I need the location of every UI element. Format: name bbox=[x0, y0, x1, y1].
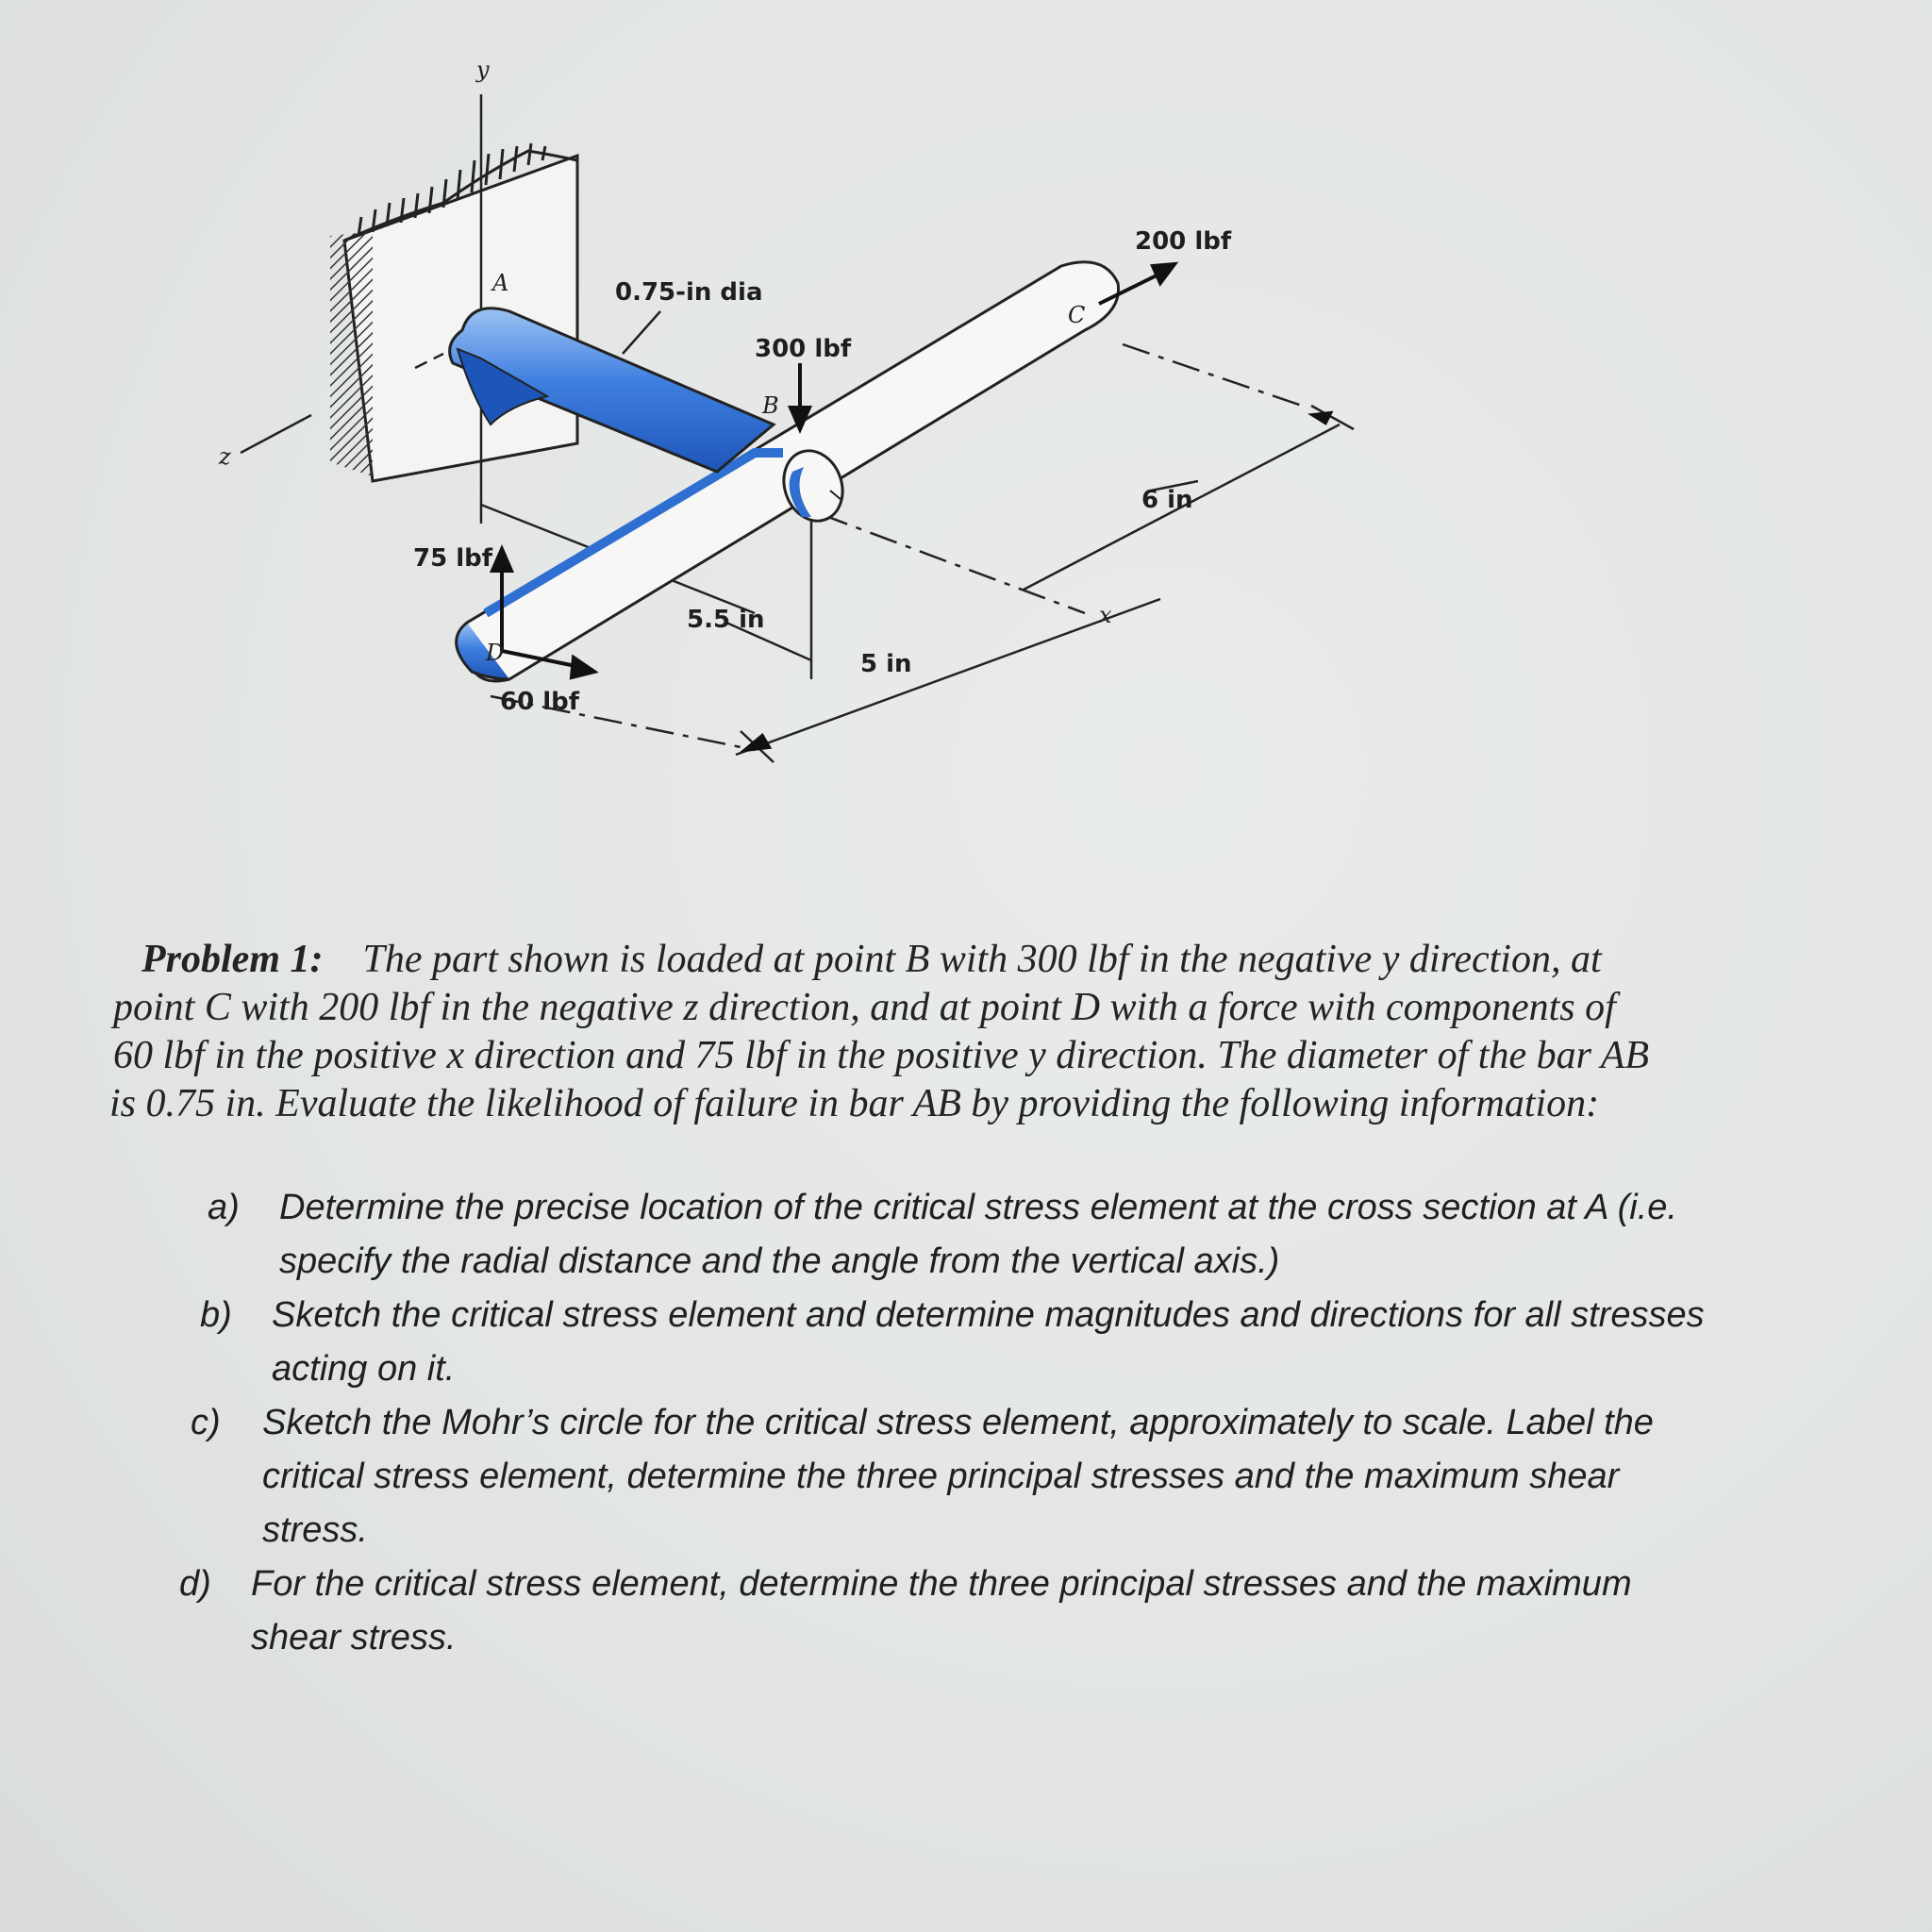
problem-line-2: point C with 200 lbf in the negative z direction, and at point D with a force with components of bbox=[113, 986, 1616, 1029]
label-force-b: 300 lbf bbox=[755, 335, 852, 363]
z-axis-label: z bbox=[219, 443, 231, 470]
question-d: d) For the critical stress element, determine the three principal stresses and the maximum shear stress. bbox=[179, 1557, 1896, 1665]
problem-line-1: Problem 1: The part shown is loaded at point B with 300 lbf in the negative y direction, at bbox=[142, 938, 1602, 981]
question-list bbox=[179, 1181, 1896, 1665]
label-point-b: B bbox=[762, 392, 779, 419]
label-force-c: 200 lbf bbox=[1135, 227, 1232, 256]
label-dim-5: 5 in bbox=[860, 650, 912, 678]
label-diameter: 0.75-in dia bbox=[615, 278, 763, 307]
problem-statement bbox=[109, 936, 1877, 1128]
label-force-d-x: 60 lbf bbox=[500, 688, 580, 716]
question-letter: a) bbox=[208, 1188, 240, 1227]
problem-title: Problem 1: bbox=[142, 938, 324, 981]
shaft-diagram bbox=[0, 0, 1932, 830]
label-point-c: C bbox=[1068, 302, 1086, 328]
problem-line-4: is 0.75 in. Evaluate the likelihood of failure in bar AB by providing the following information: bbox=[109, 1082, 1600, 1125]
question-c: c) Sketch the Mohr’s circle for the critical stress element, approximately to scale. Label the critical stress element, determine the three principal stresses and the maximum shear stress. bbox=[191, 1396, 1896, 1557]
question-letter: d) bbox=[179, 1564, 211, 1604]
problem-line-3: 60 lbf in the positive x direction and 75 lbf in the positive y direction. The diameter of the bar AB bbox=[113, 1034, 1650, 1077]
label-point-a: A bbox=[492, 270, 509, 296]
question-a: a) Determine the precise location of the critical stress element at the cross section at A (i.e. specify the radial distance and the angle from the vertical axis.) bbox=[208, 1181, 1896, 1289]
label-point-d: D bbox=[486, 640, 505, 666]
question-b: b) Sketch the critical stress element and determine magnitudes and directions for all stresses acting on it. bbox=[200, 1289, 1896, 1396]
label-force-d-y: 75 lbf bbox=[413, 544, 493, 573]
y-axis-label: y bbox=[476, 57, 490, 83]
wall-support bbox=[330, 143, 577, 481]
question-letter: b) bbox=[200, 1295, 232, 1335]
question-letter: c) bbox=[191, 1403, 221, 1442]
label-dim-5-5: 5.5 in bbox=[687, 606, 765, 634]
x-axis-label: x bbox=[1099, 602, 1112, 628]
label-dim-6: 6 in bbox=[1141, 486, 1193, 514]
